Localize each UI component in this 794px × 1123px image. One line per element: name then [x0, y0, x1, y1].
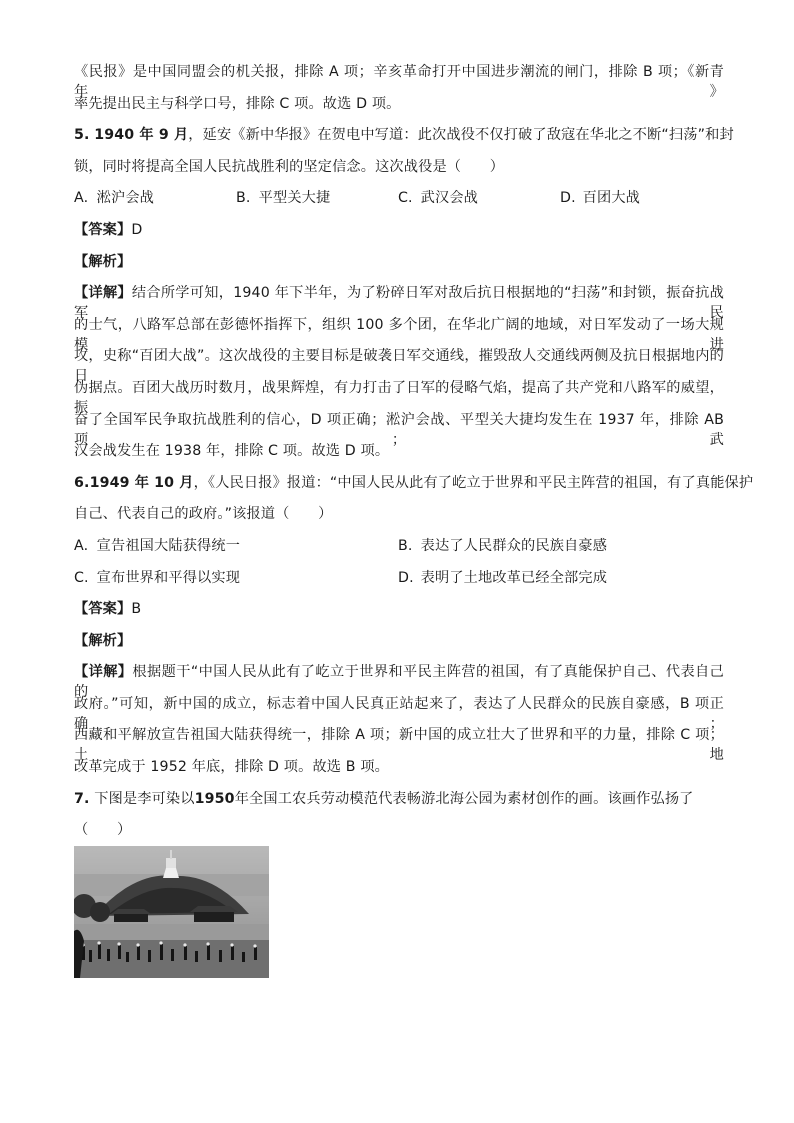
q6-option-d[interactable]: D. 表明了土地改革已经全部完成 [398, 569, 608, 586]
q6-detail-line-2: 政府。”可知，新中国的成立，标志着中国人民真正站起来了，表达了人民群众的民族自豪感，B 项正确； [74, 695, 724, 732]
q6-option-c[interactable]: C. 宣布世界和平得以实现 [74, 569, 241, 586]
q6-number: 6. [74, 474, 90, 491]
q5-option-c[interactable]: C. 武汉会战 [398, 190, 479, 207]
q5-option-a[interactable]: A. 淞沪会战 [74, 190, 155, 207]
beihai-park-painting [74, 846, 269, 978]
q7-stem-line-1: 7. 下图是李可染以1950年全国工农兵劳动模范代表畅游北海公园为素材创作的画。该画作弘扬了 [74, 790, 694, 807]
q6-option-b[interactable]: B. 表达了人民群众的民族自豪感 [398, 537, 608, 554]
q6-date: 1949 年 10 月 [89, 474, 194, 491]
q5-detail-line-2: 的士气，八路军总部在彭德怀指挥下，组织 100 多个团，在华北广阔的地域，对日军发动了一场大规模进 [74, 316, 724, 353]
document-page [74, 62, 754, 852]
q6-answer-value: B [131, 601, 142, 618]
q6-detail-line-4: 改革完成于 1952 年底，排除 D 项。故选 B 项。 [74, 759, 390, 776]
q6-stem-line-1 [74, 473, 754, 493]
q5-date: 1940 年 9 月 [94, 127, 189, 144]
q7-stem-line-2: （ ） [74, 822, 132, 839]
q6-answer [74, 599, 724, 619]
prev-answer-line-1: 《民报》是中国同盟会的机关报，排除 A 项；辛亥革命打开中国进步潮流的闸门，排除 B 项；《新青年》 [74, 64, 724, 100]
q5-stem-line-2: 锁，同时将提高全国人民抗战胜利的坚定信念。这次战役是（ ） [74, 158, 505, 175]
q5-stem-line-1 [74, 125, 734, 145]
q5-stem-text: ，延安《新中华报》在贺电中写道：此次战役不仅打破了敌寇在华北之不断“扫荡”和封 [188, 127, 734, 144]
q7-year: 1950 [194, 790, 235, 807]
q6-answer-tag: 【答案】 [74, 601, 132, 618]
q6-detail-line-3: 西藏和平解放宣告祖国大陆获得统一，排除 A 项；新中国的成立壮大了世界和平的力量，排除 C 项；土地 [74, 727, 724, 764]
q6-detail-line-1: 【详解】根据题干“中国人民从此有了屹立于世界和平民主阵营的祖国，有了真能保护自己、代表自己的 [74, 664, 724, 701]
q5-detail-line-1: 【详解】结合所学可知，1940 年下半年，为了粉碎日军对敌后抗日根据地的“扫荡”和封锁，振奋抗战军民 [74, 285, 724, 322]
q6-option-a[interactable]: A. 宣告祖国大陆获得统一 [74, 537, 241, 554]
q5-detail-line-4: 伪据点。百团大战历时数月，战果辉煌，有力打击了日军的侵略气焰，提高了共产党和八路军的威望，振 [74, 379, 724, 416]
q6-options-row-2 [74, 568, 724, 588]
q5-answer [74, 220, 724, 240]
prev-answer-line-2: 率先提出民主与科学口号，排除 C 项。故选 D 项。 [74, 95, 401, 112]
q5-analysis-heading: 【解析】 [74, 253, 132, 270]
q7-number: 7. [74, 790, 90, 807]
q5-detail-line-6: 汉会战发生在 1938 年，排除 C 项。故选 D 项。 [74, 443, 390, 460]
q5-detail-tag: 【详解】 [74, 285, 132, 302]
q6-stem-text: ，《人民日报》报道：“中国人民从此有了屹立于世界和平民主阵营的祖国，有了真能保护 [193, 474, 754, 491]
q5-detail-line-3: 攻，史称“百团大战”。这次战役的主要目标是破袭日军交通线，摧毁敌人交通线两侧及抗日根据地内的日 [74, 348, 724, 385]
q6-analysis-heading: 【解析】 [74, 632, 132, 649]
q5-option-d[interactable]: D. 百团大战 [560, 190, 641, 207]
q5-option-b[interactable]: B. 平型关大捷 [236, 190, 331, 207]
q5-options [74, 188, 724, 208]
q6-detail-tag: 【详解】 [74, 664, 133, 681]
q5-answer-value: D [131, 221, 143, 238]
q5-detail-line-5: 奋了全国军民争取抗战胜利的信心，D 项正确；淞沪会战、平型关大捷均发生在 1937 年，排除 AB 项；武 [74, 411, 724, 448]
q6-options-row-1 [74, 536, 724, 556]
q5-answer-tag: 【答案】 [74, 221, 132, 238]
q5-number: 5. [74, 127, 90, 144]
q6-stem-line-2: 自己、代表自己的政府。”该报道（ ） [74, 506, 333, 523]
painting-image [74, 846, 269, 978]
